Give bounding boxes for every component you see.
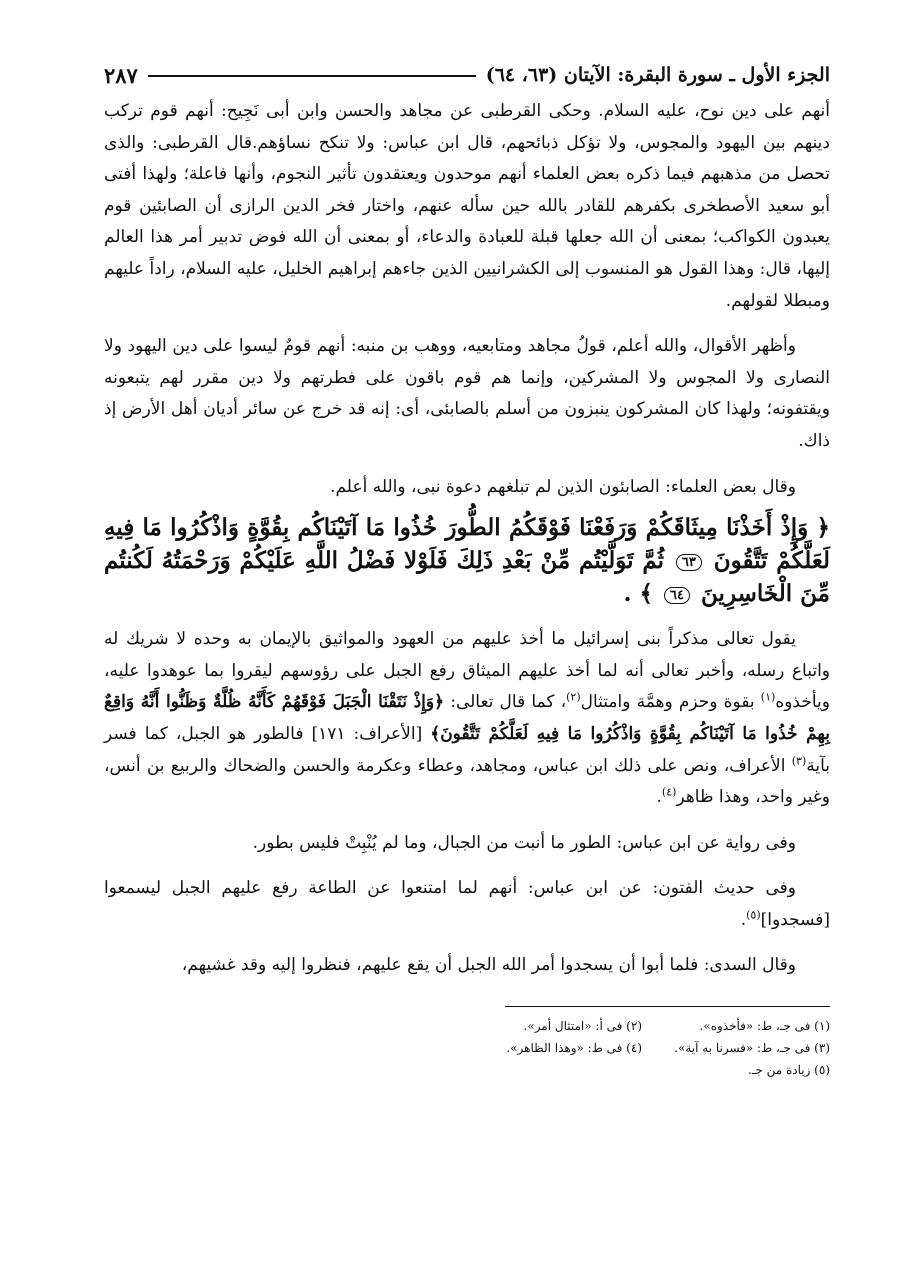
tafsir-text: الأعراف، ونص على ذلك ابن عباس، ومجاهد، وعطاء وعكرمة والحسن والضحاك والربيع بن أنس، وغير واحد، وهذا ظاهر — [104, 755, 830, 808]
paragraph-strongest-opinion: وأظهر الأقوال، والله أعلم، قولُ مجاهد ومتابعيه، ووهب بن منبه: أنهم قومٌ ليسوا على دين اليهود ولا النصارى ولا المجوس ولا المشركين، وإنما هم قوم باقون على فطرتهم ولا دين مقرر لهم يتبعونه ويقتفونه؛ ولهذا كان المشركون ينبزون من أسلم بالصابئى، أى: إنه قد خرج عن سائر أديان أهل الأرض إذ ذاك. — [104, 336, 830, 451]
verse-64-text: ثُمَّ تَوَلَّيْتُم مِّنْ بَعْدِ ذَلِكَ فَلَوْلا فَضْلُ اللَّهِ عَلَيْكُمْ وَرَحْمَتُهُ لَكُنتُم مِّنَ الْخَاسِرِينَ — [104, 547, 830, 608]
quran-verse-block — [104, 511, 830, 610]
tafsir-text: . — [656, 787, 662, 808]
running-title: الجزء الأول ـ سورة البقرة: الآيتان (٦٣، ٦٤) — [485, 64, 830, 86]
tafsir-text: . — [740, 909, 747, 930]
page-body — [104, 96, 830, 982]
footnote-ref-5: (٥) — [746, 908, 761, 922]
header-rule — [148, 75, 476, 77]
tafsir-text: بقوة وحزم وهمَّة وامتثال — [580, 692, 761, 713]
footnote-3: (٣) فى جـ، ط: «فسرنا به آية». — [674, 1041, 830, 1056]
footnote-row — [104, 1037, 830, 1059]
paragraph-fitun-hadith — [104, 873, 830, 936]
page-header — [104, 58, 830, 92]
verse-63-text: وَإِذْ أَخَذْنَا مِيثَاقَكُمْ وَرَفَعْنَا فَوْقَكُمُ الطُّورَ خُذُوا مَا آتَيْنَاكُم بِقُوَّةٍ وَاذْكُرُوا مَا فِيهِ لَعَلَّكُمْ تَتَّقُونَ — [104, 514, 831, 575]
footnote-2: (٢) فى أ: «امتثال أمر». — [523, 1019, 642, 1034]
footnotes — [104, 1015, 830, 1081]
paragraph-ibn-abbas-narration: وفى رواية عن ابن عباس: الطور ما أنبت من الجبال، وما لم يُنْبِتْ فليس بطور. — [252, 832, 796, 853]
footnote-row — [104, 1059, 830, 1081]
verse-number-64: ٦٤ — [664, 587, 690, 604]
footnote-ref-4: (٤) — [661, 785, 677, 799]
verse-open-bracket: ﴿ — [816, 514, 830, 542]
footnote-1: (١) فى جـ، ط: «فأخذوه». — [699, 1019, 830, 1034]
footnote-separator — [505, 1006, 830, 1007]
paragraph-tafsir-covenant — [104, 624, 830, 814]
tafsir-text: ، كما قال تعالى: — [444, 692, 567, 713]
verse-close-bracket: ﴾ . — [623, 580, 654, 608]
footnote-5: (٥) زيادة من جـ. — [748, 1063, 830, 1078]
tafsir-text: وفى حديث الفتون: عن ابن عباس: أنهم لما امتنعوا عن الطاعة رفع عليهم الجبل ليسمعوا [فسجدوا] — [104, 878, 830, 930]
footnote-4: (٤) فى ط: «وهذا الظاهر». — [506, 1041, 642, 1056]
paragraph-sabians-intro: أنهم على دين نوح، عليه السلام. وحكى القرطبى عن مجاهد والحسن وابن أبى نَجِيح: أنهم قوم تركب دينهم بين اليهود والمجوس، ولا تؤكل ذبائحهم، قال ابن عباس: ولا تنكح نساؤهم.قال القرطبى: والذى تحصل من مذهبهم فيما ذكره بعض العلماء أنهم موحدون ويعتقدون تأثير النجوم، وأنها فاعلة؛ ولهذا أفتى أبو سعيد الأصطخرى بكفرهم للقادر بالله حين سأله عنهم، واختار فخر الدين الرازى أن الصابئين قوم يعبدون الكواكب؛ بمعنى أن الله جعلها قبلة للعبادة والدعاء، أو بمعنى أن الله فوض تدبير أمر هذا العالم إليها، قال: وهذا القول هو المنسوب إلى الكشرانيين الذين جاءهم إبراهيم الخليل، عليه السلام، راداً عليهم ومبطلا لقولهم. — [104, 101, 830, 311]
paragraph-suddi: وقال السدى: فلما أبوا أن يسجدوا أمر الله الجبل أن يقع عليهم، فنظروا إليه وقد غشيهم، — [181, 955, 796, 976]
footnote-ref-2: (٢) — [566, 690, 581, 704]
footnote-ref-3: (٣) — [791, 753, 807, 767]
paragraph-scholars-opinion: وقال بعض العلماء: الصابئون الذين لم تبلغهم دعوة نبى، والله أعلم. — [330, 476, 796, 497]
footnote-ref-1: (١) — [760, 690, 776, 704]
inline-quran-quote: ﴿وَإِذْ نَتَقْنَا الْجَبَلَ فَوْقَهُمْ كَأَنَّهُ ظُلَّةٌ وَظَنُّوا أَنَّهُ وَاقِعٌ بِهِمْ خُذُوا مَا آتَيْنَاكُم بِقُوَّةٍ وَاذْكُرُوا مَا فِيهِ لَعَلَّكُمْ تَتَّقُونَ﴾ — [104, 692, 830, 744]
verse-number-63: ٦٣ — [676, 554, 702, 571]
tafsir-text: يقول تعالى مذكراً بنى إسرائيل ما أخذ عليهم من العهود والمواثيق بالإيمان به وحده لا شريك له واتباع رسله، وأخبر تعالى أنه لما أخذ عليهم الميثاق رفع الجبل على رؤوسهم ليقروا بما عوهدوا عليه، ويأخذوه — [104, 629, 830, 713]
page-number: ٢٨٧ — [104, 62, 138, 88]
footnote-row — [104, 1015, 830, 1037]
book-page — [104, 58, 830, 1238]
tafsir-text: [الأعراف: ١٧١] فالطور هو الجبل، كما فسر بآية — [104, 723, 830, 776]
